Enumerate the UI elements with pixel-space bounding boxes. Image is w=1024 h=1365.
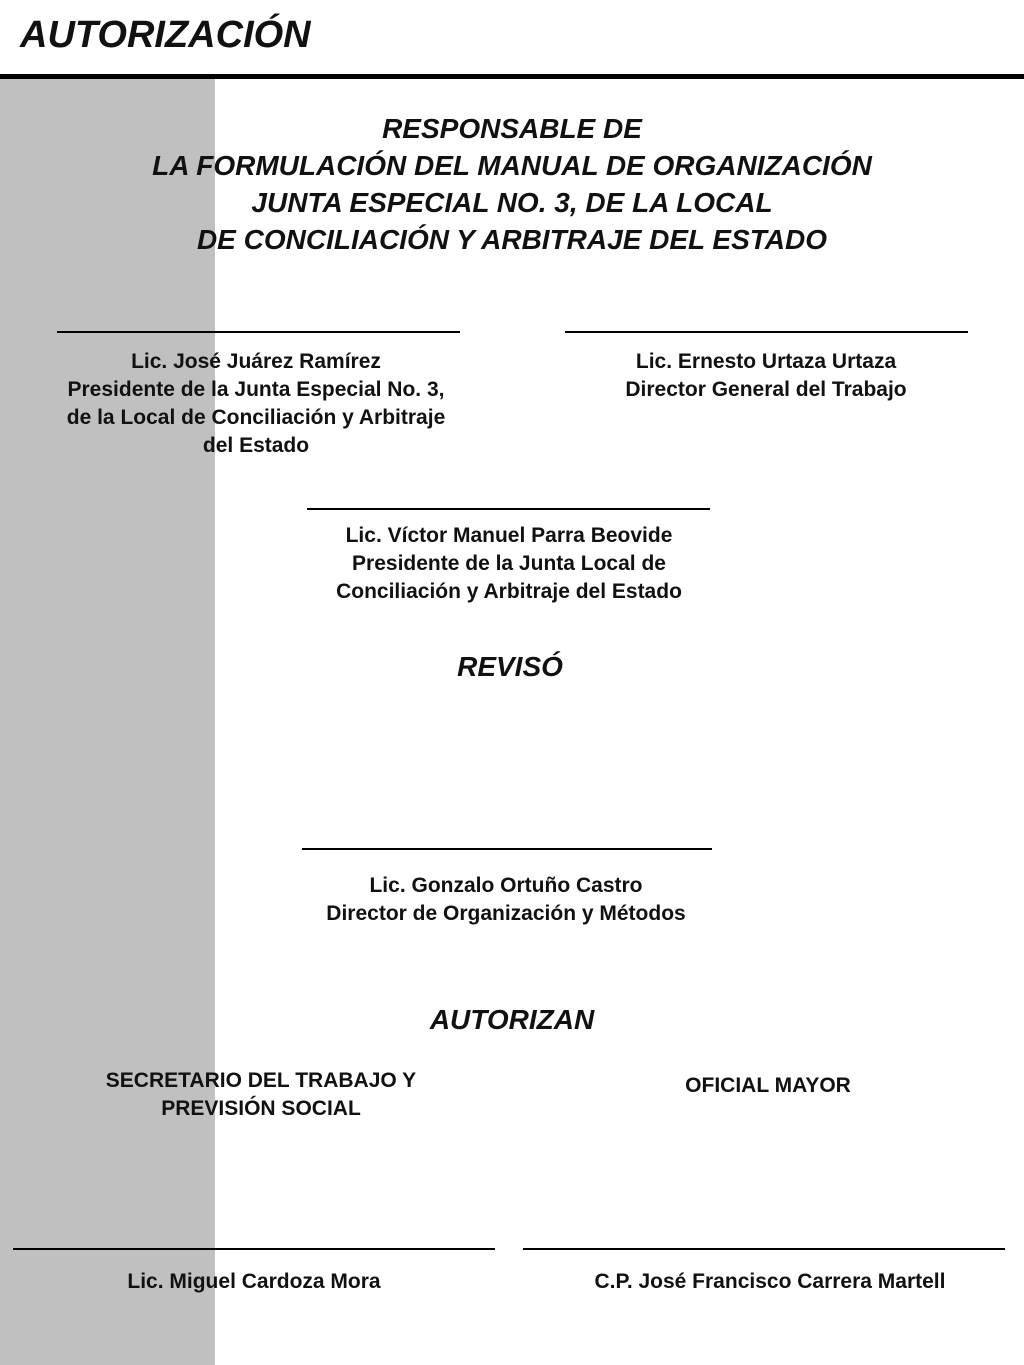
signer-name: Lic. Víctor Manuel Parra Beovide xyxy=(345,524,673,547)
responsible-line: LA FORMULACIÓN DEL MANUAL DE ORGANIZACIÓN xyxy=(152,150,872,181)
signer-role: del Estado xyxy=(202,434,310,457)
signature-line-juarez xyxy=(57,331,460,333)
signature-parra xyxy=(290,522,728,606)
signature-cardoza xyxy=(13,1268,495,1296)
signature-line-ortuno xyxy=(302,848,712,850)
responsible-line: JUNTA ESPECIAL NO. 3, DE LA LOCAL xyxy=(251,187,773,218)
signer-name: C.P. José Francisco Carrera Martell xyxy=(594,1270,946,1293)
title-secretario xyxy=(40,1067,482,1123)
position-title: PREVISIÓN SOCIAL xyxy=(161,1097,361,1120)
signature-carrera xyxy=(523,1268,1017,1296)
title-oficial-mayor: OFICIAL MAYOR xyxy=(685,1074,851,1097)
responsible-line: RESPONSABLE DE xyxy=(382,113,642,144)
signature-line-urtaza xyxy=(565,331,968,333)
reviso-heading: REVISÓ xyxy=(457,651,563,682)
autorizan-heading: AUTORIZAN xyxy=(429,1004,595,1035)
signature-line-carrera xyxy=(523,1248,1005,1250)
signer-name: Lic. Gonzalo Ortuño Castro xyxy=(369,874,643,897)
signer-role: Conciliación y Arbitraje del Estado xyxy=(336,580,682,603)
side-gray-band xyxy=(0,78,215,1365)
title-rule xyxy=(0,74,1024,79)
signer-role: Presidente de la Junta Local de xyxy=(352,552,666,575)
signature-ortuno xyxy=(290,872,722,928)
signer-role: Director de Organización y Métodos xyxy=(326,902,686,925)
signer-name: Lic. Ernesto Urtaza Urtaza xyxy=(635,350,897,373)
signer-name: Lic. José Juárez Ramírez xyxy=(131,350,381,373)
position-title: SECRETARIO DEL TRABAJO Y xyxy=(105,1069,417,1092)
signature-juarez xyxy=(40,348,472,460)
signer-name: Lic. Miguel Cardoza Mora xyxy=(127,1270,381,1293)
signer-role: Presidente de la Junta Especial No. 3, xyxy=(67,378,445,401)
responsible-heading xyxy=(80,110,944,258)
page-title: AUTORIZACIÓN xyxy=(20,14,311,56)
signer-role: de la Local de Conciliación y Arbitraje xyxy=(66,406,446,429)
signature-line-cardoza xyxy=(13,1248,495,1250)
signature-line-parra xyxy=(307,508,710,510)
responsible-line: DE CONCILIACIÓN Y ARBITRAJE DEL ESTADO xyxy=(196,224,828,255)
signature-urtaza xyxy=(556,348,976,404)
signer-role: Director General del Trabajo xyxy=(625,378,907,401)
